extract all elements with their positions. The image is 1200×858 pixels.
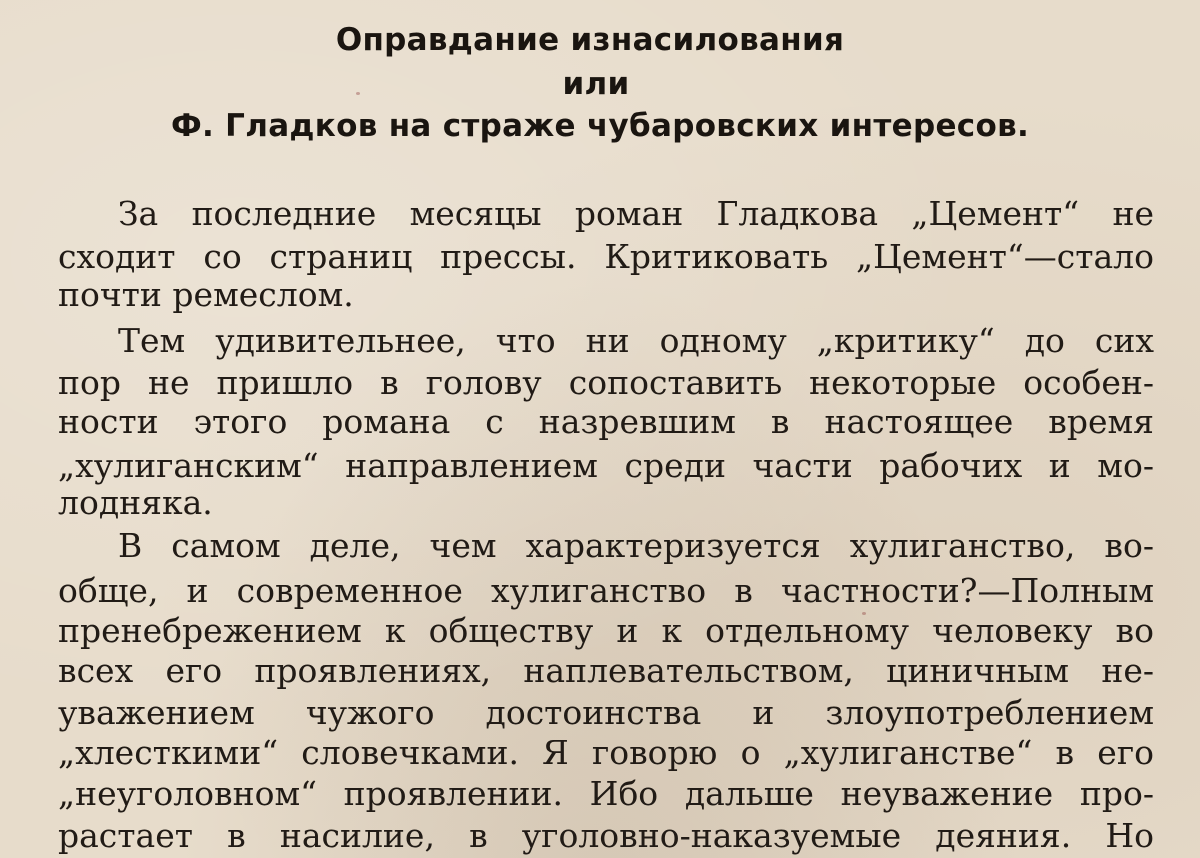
text-line: сходит со страниц прессы. Критиковать „Цемент“—стало bbox=[58, 237, 1154, 276]
text-line: ности этого романа с назревшим в настоящее время bbox=[58, 402, 1154, 441]
text-line: За последние месяцы роман Гладкова „Цемент“ не bbox=[118, 194, 1154, 233]
paper-speck bbox=[862, 612, 866, 615]
text-line: „хулиганским“ направлением среди части рабочих и мо- bbox=[58, 446, 1154, 485]
paper-speck bbox=[356, 92, 360, 95]
text-line: „неуголовном“ проявлении. Ибо дальше неуважение про- bbox=[58, 774, 1154, 813]
text-line: пренебрежением к обществу и к отдельному человеку во bbox=[58, 611, 1154, 650]
text-line: Тем удивительнее, что ни одному „критику“ до сих bbox=[118, 321, 1154, 360]
article-title-line-1: Оправдание изнасилования bbox=[335, 22, 845, 58]
article-title-line-3: Ф. Гладков на страже чубаровских интересов. bbox=[170, 108, 1030, 144]
text-line: растает в насилие, в уголовно-наказуемые деяния. Но bbox=[58, 816, 1154, 855]
text-line: лодняка. bbox=[58, 483, 213, 522]
text-line: В самом деле, чем характеризуется хулиганство, во- bbox=[118, 526, 1154, 565]
text-line: почти ремеслом. bbox=[58, 275, 354, 314]
text-line: обще, и современное хулиганство в частности?—Полным bbox=[58, 571, 1154, 610]
text-line: „хлесткими“ словечками. Я говорю о „хулиганстве“ в его bbox=[58, 733, 1154, 772]
text-line: всех его проявлениях, наплевательством, циничным не- bbox=[58, 651, 1154, 690]
article-title-line-2: или bbox=[562, 66, 630, 102]
text-line: пор не пришло в голову сопоставить некоторые особен- bbox=[58, 363, 1154, 402]
text-line: уважением чужого достоинства и злоупотреблением bbox=[58, 693, 1154, 732]
